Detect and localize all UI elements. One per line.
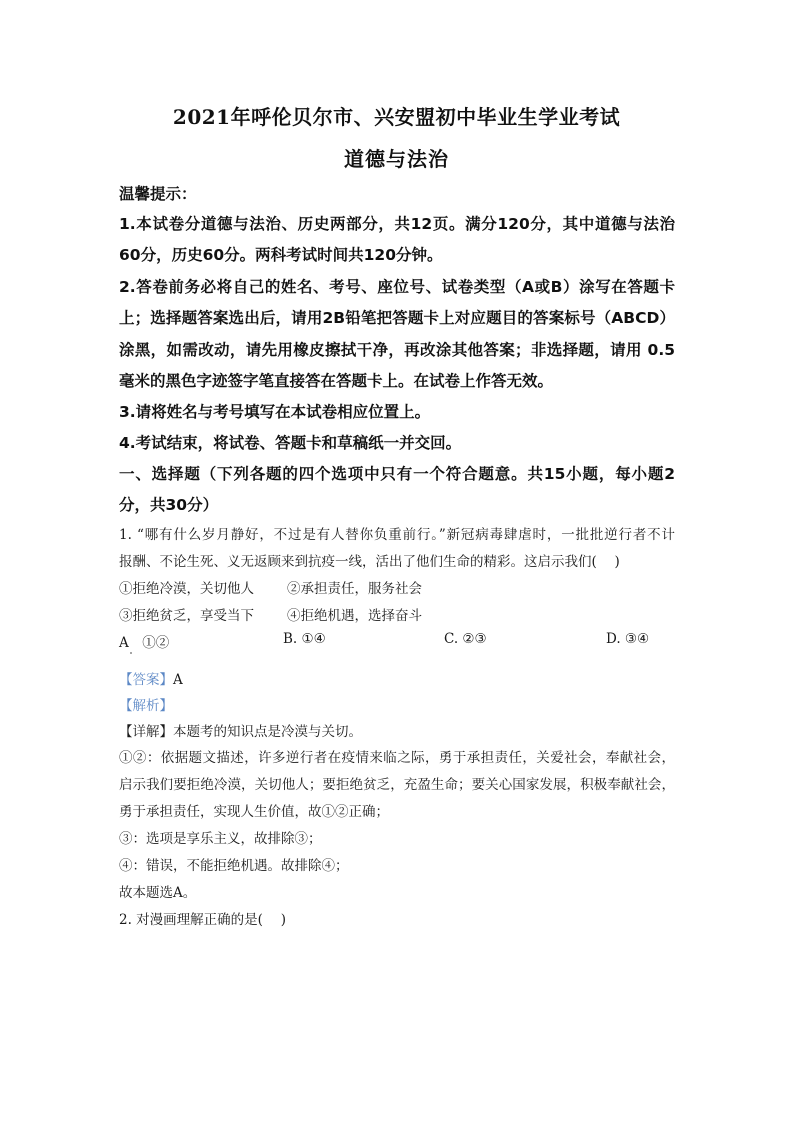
detail-intro: 本题考的知识点是冷漠与关切。 (173, 724, 362, 740)
notice-line: 1.本试卷分道德与法治、历史两部分，共12页。满分120分，其中道德与法治 (119, 215, 675, 233)
choice-a: A ①② (119, 635, 170, 651)
stray-mark (130, 652, 132, 654)
question-2-stem: 2. 对漫画理解正确的是( ) (119, 912, 286, 928)
question-stem: 报酬、不论生死、义无返顾来到抗疫一线，活出了他们生命的精彩。这启示我们( ) (119, 554, 620, 570)
explanation-line: ③：选项是享乐主义，故排除③； (119, 831, 322, 847)
statement-1: ①拒绝冷漠，关切他人 (119, 581, 254, 597)
answer-value: A (173, 672, 183, 688)
analysis-line (119, 694, 173, 714)
notice-line: 60分，历史60分。两科考试时间共120分钟。 (119, 246, 443, 264)
choice-b: B. ①④ (283, 631, 326, 647)
notice-line: 4.考试结束，将试卷、答题卡和草稿纸一并交回。 (119, 434, 462, 452)
notice-line: 2.答卷前务必将自己的姓名、考号、座位号、试卷类型（A或B）涂写在答题卡 (119, 278, 675, 296)
subject-title: 道德与法治 (344, 147, 449, 171)
detail-tag: 【详解】 (119, 724, 173, 740)
answer-tag: 【答案】 (119, 672, 173, 688)
answer-line (119, 668, 183, 688)
statement-2: ②承担责任，服务社会 (287, 581, 422, 597)
conclusion-line: 故本题选A。 (119, 885, 197, 901)
notice-line: 涂黑，如需改动，请先用橡皮擦拭干净，再改涂其他答案；非选择题，请用 0.5 (119, 341, 675, 359)
explanation-line: ④：错误，不能拒绝机遇。故排除④； (119, 858, 349, 874)
statement-3: ③拒绝贫乏，享受当下 (119, 608, 254, 624)
exam-title: 2021年呼伦贝尔市、兴安盟初中毕业生学业考试 (172, 105, 621, 129)
statement-4: ④拒绝机遇，选择奋斗 (287, 608, 422, 624)
notice-line: 3.请将姓名与考号填写在本试卷相应位置上。 (119, 403, 431, 421)
notice-heading: 温馨提示： (119, 185, 197, 203)
detail-line (119, 720, 362, 740)
section-heading: 一、选择题（下列各题的四个选项中只有一个符合题意。共15小题，每小题2 (119, 465, 675, 483)
notice-line: 上；选择题答案选出后，请用2B铅笔把答题卡上对应题目的答案标号（ABCD） (119, 309, 675, 327)
section-heading-cont: 分，共30分） (119, 496, 219, 514)
choice-d: D. ③④ (606, 631, 650, 647)
explanation-line: ①②：依据题文描述，许多逆行者在疫情来临之际，勇于承担责任，关爱社会，奉献社会， (119, 750, 675, 766)
analysis-tag: 【解析】 (119, 698, 173, 714)
choice-c: C. ②③ (444, 631, 487, 647)
notice-line: 毫米的黑色字迹签字笔直接答在答题卡上。在试卷上作答无效。 (119, 372, 554, 390)
explanation-line: 勇于承担责任，实现人生价值，故①②正确； (119, 804, 389, 820)
question-stem: 1. “哪有什么岁月静好，不过是有人替你负重前行。”新冠病毒肆虐时，一批批逆行者不计 (119, 527, 675, 543)
explanation-line: 启示我们要拒绝冷漠，关切他人；要拒绝贫乏，充盈生命；要关心国家发展，积极奉献社会， (119, 777, 675, 793)
